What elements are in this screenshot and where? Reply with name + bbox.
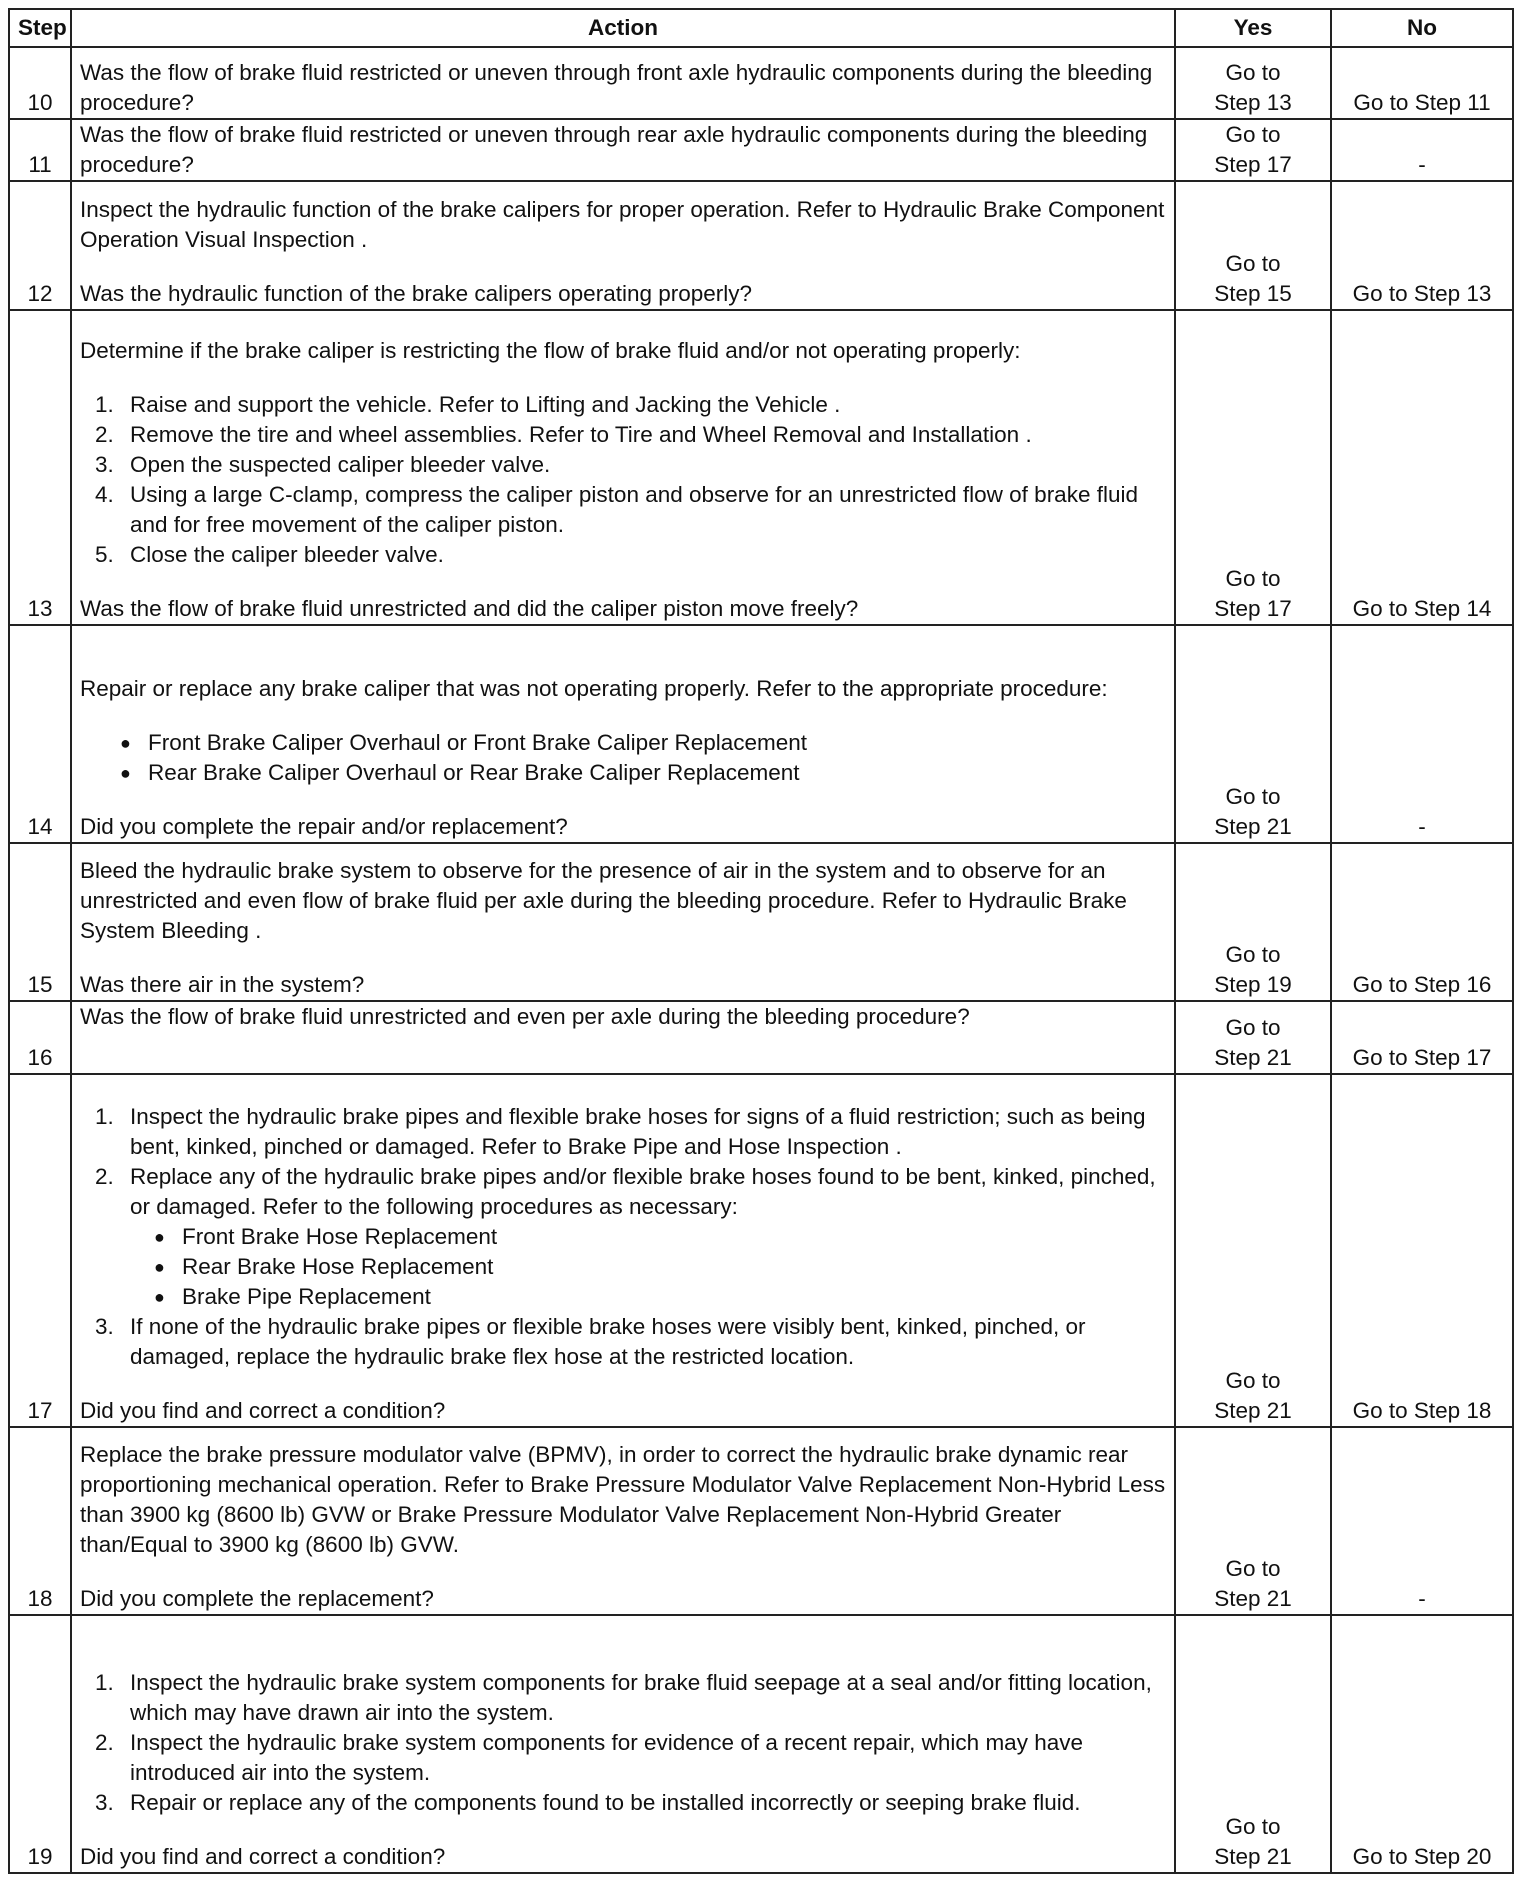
step-number: 12 [9,181,71,310]
question-text: Was the flow of brake fluid unrestricted and did the caliper piston move freely? [80,596,859,621]
yes-step-link: Step 21 [1214,814,1292,839]
instruction-text: Replace the brake pressure modulator valve (BPMV), in order to correct the hydraulic brake dynamic rear proportioning mechanical operation. Refer to Brake Pressure Modulator Valve Replacement Non-Hybrid Less than 3900 kg (8600 lb) GVW or Brake Pressure Modulator Valve Replacement Non-Hybrid Greater than/Equal to 3900 kg (8600 lb) GVW. [80,1442,1166,1557]
list-item: 3. Repair or replace any of the components found to be installed incorrectly or seeping brake fluid. [120,1788,1166,1818]
yes-step-link: Step 21 [1214,1045,1292,1070]
yes-goto-label: Go to [1225,942,1281,967]
list-item: 3. Open the suspected caliper bleeder valve. [120,450,1166,480]
yes-cell [1175,625,1331,843]
table-row [9,1427,1513,1615]
action-cell [71,1615,1175,1873]
no-cell: - [1331,119,1513,181]
list-item: 2. Inspect the hydraulic brake system components for evidence of a recent repair, which may have introduced air into the system. [120,1728,1166,1788]
yes-step-link: Step 21 [1214,1398,1292,1423]
list-item: 1. Inspect the hydraulic brake pipes and flexible brake hoses for signs of a fluid restriction; such as being bent, kinked, pinched or damaged. Refer to Brake Pipe and Hose Inspection . [120,1102,1166,1162]
sub-list-item: ● Front Brake Hose Replacement [154,1222,1166,1252]
table-row [9,1615,1513,1873]
question-text: Did you complete the replacement? [80,1586,434,1611]
table-row [9,625,1513,843]
action-cell [71,1001,1175,1074]
table-row [9,119,1513,181]
action-cell [71,181,1175,310]
table-row [9,310,1513,625]
diagnostic-table [8,8,1514,1874]
step-number: 11 [9,119,71,181]
list-item: 2. Remove the tire and wheel assemblies. Refer to Tire and Wheel Removal and Installation . [120,420,1166,450]
question-text: Was the flow of brake fluid unrestricted and even per axle during the bleeding procedure? [80,1004,970,1029]
yes-cell [1175,310,1331,625]
no-cell: - [1331,1427,1513,1615]
instruction-text: Bleed the hydraulic brake system to observe for the presence of air in the system and to observe for an unrestricted and even flow of brake fluid per axle during the bleeding procedure. Refer to Hydraulic Brake System Bleeding . [80,858,1127,943]
procedure-bullet-list [80,728,1166,788]
step-number: 18 [9,1427,71,1615]
question-text: Was there air in the system? [80,972,365,997]
sub-bullet-list [130,1222,1166,1312]
action-cell [71,1074,1175,1427]
header-row [9,9,1513,47]
table-row [9,1001,1513,1074]
yes-step-link: Step 15 [1214,281,1292,306]
no-cell: Go to Step 17 [1331,1001,1513,1074]
list-item-text: Replace any of the hydraulic brake pipes and/or flexible brake hoses found to be bent, kinked, pinched, or damaged. Refer to the following procedures as necessary: [130,1164,1156,1219]
yes-goto-label: Go to [1225,1814,1281,1839]
action-cell [71,843,1175,1001]
yes-step-link: Step 13 [1214,90,1292,115]
header-step: Step [9,9,71,47]
list-item [120,1162,1166,1312]
question-text: Was the flow of brake fluid restricted or uneven through rear axle hydraulic components during the bleeding procedure? [80,122,1148,177]
question-text: Was the hydraulic function of the brake calipers operating properly? [80,281,753,306]
procedure-list [80,390,1166,570]
no-cell: Go to Step 13 [1331,181,1513,310]
yes-cell [1175,1001,1331,1074]
header-no: No [1331,9,1513,47]
table-row [9,843,1513,1001]
yes-goto-label: Go to [1225,1015,1281,1040]
yes-goto-label: Go to [1225,566,1281,591]
table-row [9,1074,1513,1427]
list-item: 4. Using a large C-clamp, compress the caliper piston and observe for an unrestricted flow of brake fluid and for free movement of the caliper piston. [120,480,1166,540]
yes-step-link: Step 17 [1214,152,1292,177]
yes-cell [1175,181,1331,310]
action-cell [71,310,1175,625]
no-cell: - [1331,625,1513,843]
step-number: 16 [9,1001,71,1074]
instruction-text: Inspect the hydraulic function of the brake calipers for proper operation. Refer to Hydraulic Brake Component Operation Visual Inspection . [80,197,1165,252]
action-cell [71,1427,1175,1615]
table-row [9,47,1513,119]
yes-step-link: Step 19 [1214,972,1292,997]
no-cell: Go to Step 16 [1331,843,1513,1001]
yes-cell [1175,119,1331,181]
step-number: 13 [9,310,71,625]
sub-list-item: ● Rear Brake Hose Replacement [154,1252,1166,1282]
list-item: 1. Raise and support the vehicle. Refer to Lifting and Jacking the Vehicle . [120,390,1166,420]
sub-list-item: ● Brake Pipe Replacement [154,1282,1166,1312]
question-text: Did you complete the repair and/or replacement? [80,814,568,839]
no-cell: Go to Step 20 [1331,1615,1513,1873]
action-cell [71,625,1175,843]
list-item: ● Rear Brake Caliper Overhaul or Rear Brake Caliper Replacement [120,758,1166,788]
yes-step-link: Step 21 [1214,1586,1292,1611]
header-yes: Yes [1175,9,1331,47]
header-action: Action [71,9,1175,47]
yes-step-link: Step 17 [1214,596,1292,621]
yes-cell [1175,47,1331,119]
question-text: Did you find and correct a condition? [80,1844,446,1869]
step-number: 14 [9,625,71,843]
yes-goto-label: Go to [1225,1368,1281,1393]
instruction-text: Repair or replace any brake caliper that was not operating properly. Refer to the appropriate procedure: [80,676,1108,701]
question-text: Was the flow of brake fluid restricted or uneven through front axle hydraulic components during the bleeding procedure? [80,60,1153,115]
action-cell [71,119,1175,181]
no-cell: Go to Step 11 [1331,47,1513,119]
yes-cell [1175,1615,1331,1873]
no-cell: Go to Step 18 [1331,1074,1513,1427]
step-number: 19 [9,1615,71,1873]
yes-cell [1175,1427,1331,1615]
step-number: 15 [9,843,71,1001]
list-item: ● Front Brake Caliper Overhaul or Front Brake Caliper Replacement [120,728,1166,758]
list-item: 1. Inspect the hydraulic brake system components for brake fluid seepage at a seal and/or fitting location, which may have drawn air into the system. [120,1668,1166,1728]
list-item: 5. Close the caliper bleeder valve. [120,540,1166,570]
yes-goto-label: Go to [1225,784,1281,809]
yes-goto-label: Go to [1225,251,1281,276]
yes-cell [1175,843,1331,1001]
action-cell [71,47,1175,119]
step-number: 17 [9,1074,71,1427]
yes-goto-label: Go to [1225,1556,1281,1581]
step-number: 10 [9,47,71,119]
table-row [9,181,1513,310]
procedure-list [80,1102,1166,1372]
yes-goto-label: Go to [1225,122,1281,147]
yes-goto-label: Go to [1225,60,1281,85]
yes-step-link: Step 21 [1214,1844,1292,1869]
procedure-list [80,1668,1166,1818]
no-cell: Go to Step 14 [1331,310,1513,625]
question-text: Did you find and correct a condition? [80,1398,446,1423]
list-item: 3. If none of the hydraulic brake pipes or flexible brake hoses were visibly bent, kinked, pinched, or damaged, replace the hydraulic brake flex hose at the restricted location. [120,1312,1166,1372]
instruction-text: Determine if the brake caliper is restricting the flow of brake fluid and/or not operating properly: [80,338,1021,363]
yes-cell [1175,1074,1331,1427]
